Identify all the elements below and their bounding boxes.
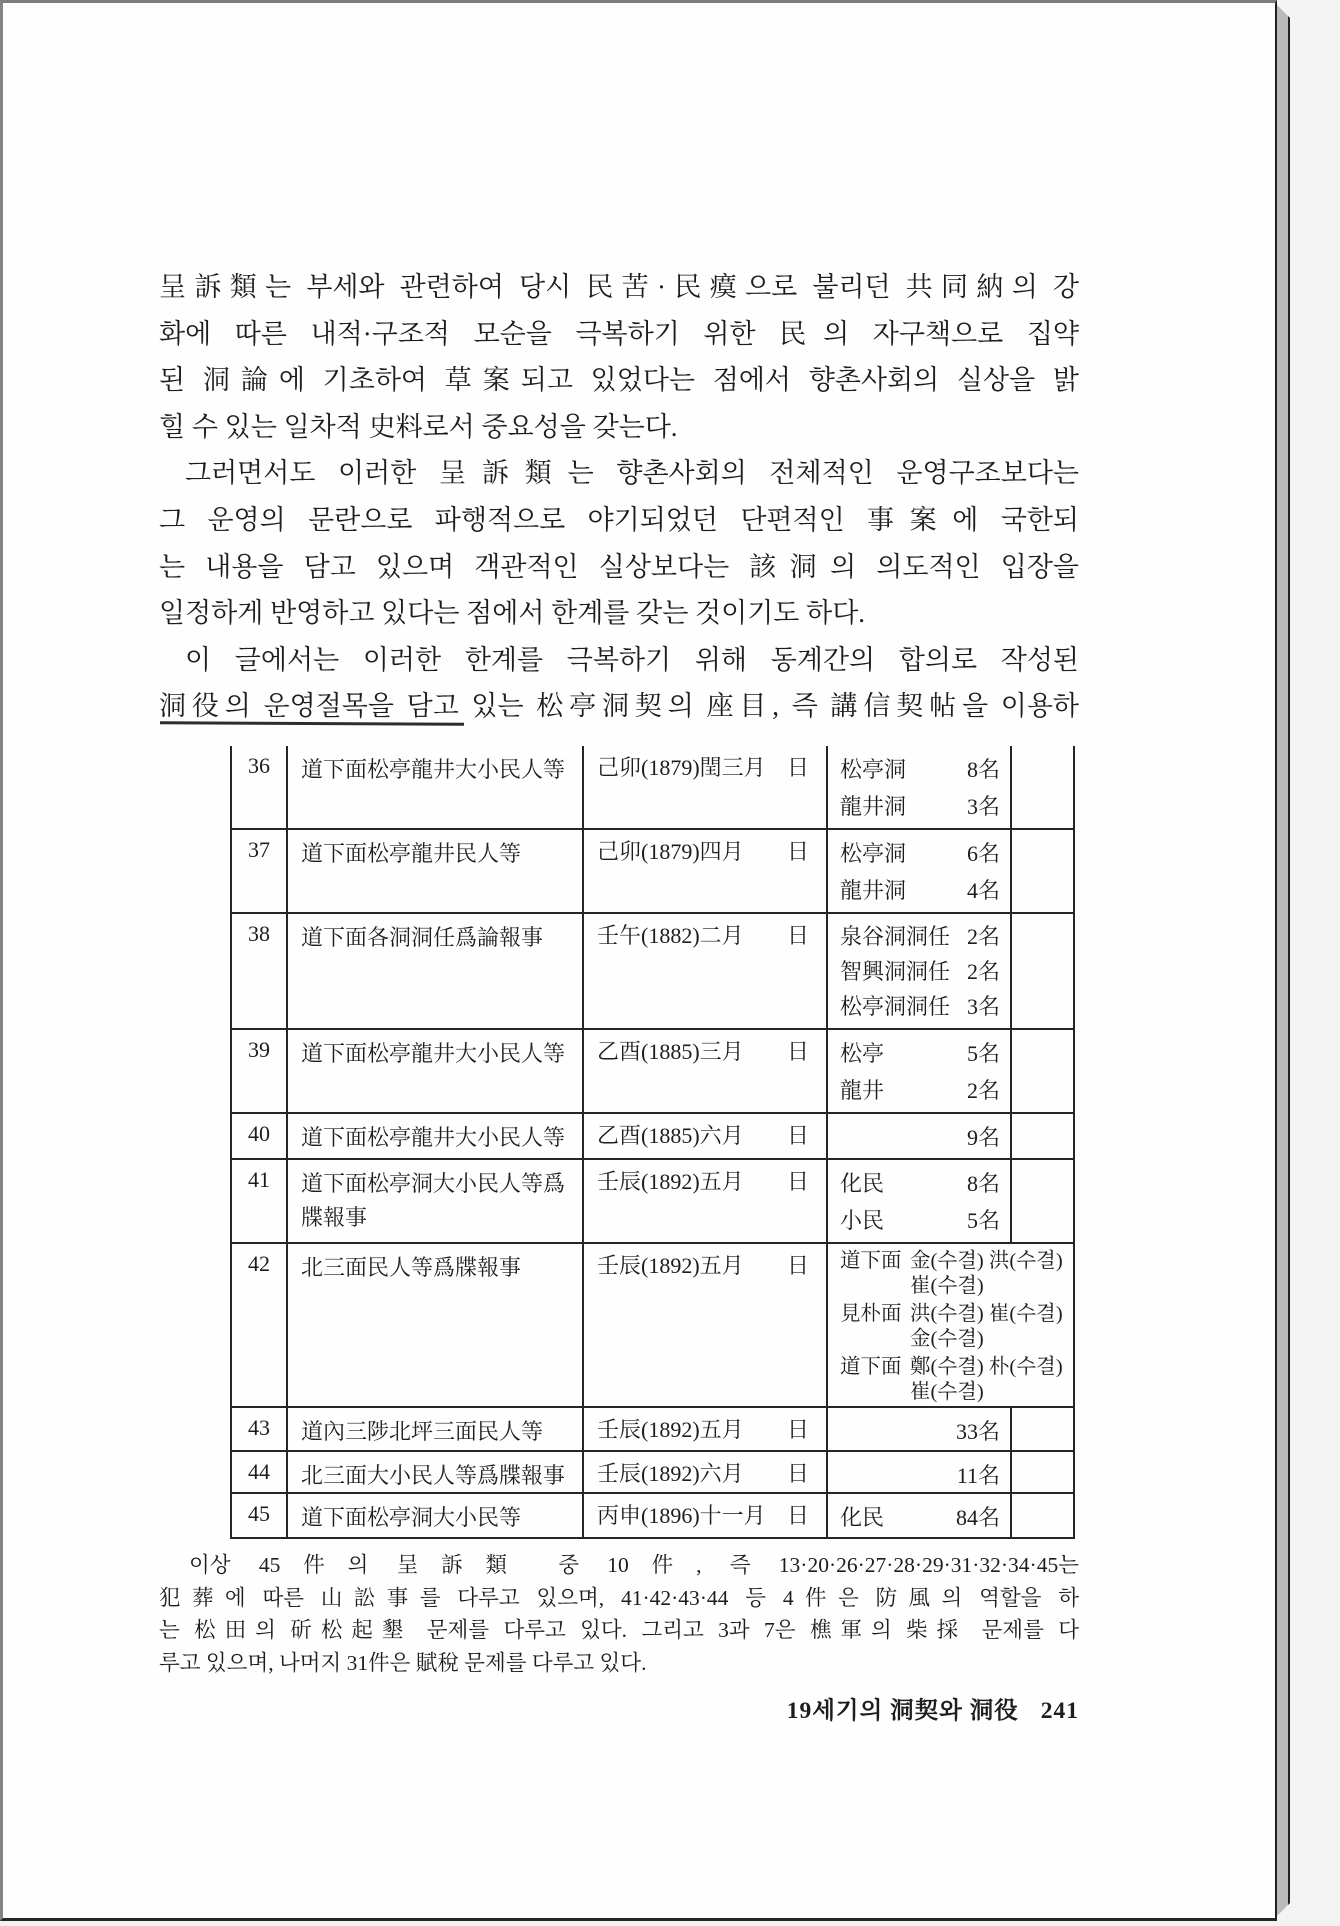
signer-line (840, 872, 1000, 909)
date-text: 乙酉(1885)六月 (597, 1123, 744, 1148)
date-cell (584, 746, 828, 828)
signature-names: 金(수결) 洪(수결) 崔(수결) (910, 1250, 1063, 1297)
table-row (232, 1452, 1073, 1494)
day-char: 日 (786, 1461, 809, 1486)
row-number-cell: 45 (232, 1494, 288, 1537)
date-cell (584, 830, 828, 912)
empty-cell (1012, 1160, 1073, 1242)
body-line: 그 운영의 문란으로 파행적으로 야기되었던 단편적인 事案에 국한되 (159, 504, 1079, 535)
signer-count: 5名 (966, 1208, 1000, 1233)
row-number-cell: 41 (232, 1160, 288, 1242)
row-number-cell: 44 (232, 1452, 288, 1492)
table-row (232, 1244, 1073, 1408)
row-number-cell: 38 (232, 914, 288, 1028)
body-line: 는 내용을 담고 있으며 객관적인 실상보다는 該洞의 의도적인 입장을 (159, 551, 1079, 582)
signer-line (840, 1457, 1000, 1494)
signer-line (840, 954, 1000, 989)
table-row (232, 1408, 1073, 1452)
date-cell (584, 1408, 828, 1450)
date-text: 壬辰(1892)五月 (597, 1169, 744, 1194)
table-row (232, 1494, 1073, 1539)
date-text: 壬辰(1892)五月 (597, 1417, 744, 1442)
body-line: 그러면서도 이러한 呈訴類는 향촌사회의 전체적인 운영구조보다는 (185, 458, 1079, 489)
page-edge-decoration (1277, 5, 1290, 1916)
signer-group: 化民 (840, 1171, 885, 1196)
table-row (232, 746, 1073, 830)
petition-title-cell: 北三面大小民人等爲牒報事 (288, 1452, 584, 1492)
date-text: 壬午(1882)二月 (597, 923, 744, 948)
signer-count: 6名 (966, 841, 1000, 866)
body-line: 된 洞論에 기초하여 草案되고 있었다는 점에서 향촌사회의 실상을 밝 (159, 365, 1079, 396)
signature-line (840, 1355, 1071, 1405)
row-number-cell: 37 (232, 830, 288, 912)
signers-cell (828, 1244, 1073, 1406)
footnote-paragraph (159, 1549, 1079, 1679)
signature-line (840, 1249, 1071, 1299)
day-char: 日 (786, 1253, 809, 1278)
signers-cell (828, 830, 1012, 912)
row-number-cell: 43 (232, 1408, 288, 1450)
date-cell (584, 1160, 828, 1242)
signer-area: 道下面 (840, 1356, 902, 1378)
signer-line (840, 1499, 1000, 1536)
date-cell (584, 1494, 828, 1537)
date-text: 己卯(1879)四月 (597, 839, 744, 864)
signer-line (840, 1035, 1000, 1072)
signer-count: 4名 (966, 878, 1000, 903)
empty-cell (1012, 1494, 1073, 1537)
signer-line (840, 788, 1000, 825)
footnote-line: 이상 45件의 呈訴類 중 10件, 즉 13·20·26·27·28·29·31·32·34·45는 (189, 1553, 1079, 1577)
signer-line (840, 989, 1000, 1024)
running-footer (159, 1691, 1079, 1725)
signer-count: 9名 (966, 1125, 1000, 1150)
signers-cell (828, 746, 1012, 828)
signer-group: 小民 (840, 1208, 885, 1233)
body-line: 洞役의 운영절목을 담고 있는 松亭洞契의 座目, 즉 講信契帖을 이용하 (159, 691, 1079, 722)
empty-cell (1012, 1408, 1073, 1450)
signer-group: 松亭洞洞任 (840, 994, 951, 1019)
day-char: 日 (786, 1503, 809, 1528)
signer-count: 84名 (955, 1505, 1000, 1530)
day-char: 日 (786, 1169, 809, 1194)
signer-count: 8名 (966, 1171, 1000, 1196)
signature-names: 鄭(수결) 朴(수결) 崔(수결) (910, 1356, 1063, 1403)
signer-group: 泉谷洞洞任 (840, 924, 951, 949)
signer-line (840, 1165, 1000, 1202)
footer-title: 19세기의 洞契와 洞役 (786, 1698, 1019, 1724)
petition-title-cell: 道內三陟北坪三面民人等 (288, 1408, 584, 1450)
signer-group: 龍井 (840, 1078, 885, 1103)
petition-title-cell: 道下面松亭龍井民人等 (288, 830, 584, 912)
signer-line (840, 1202, 1000, 1239)
empty-cell (1012, 1452, 1073, 1492)
day-char: 日 (786, 1039, 809, 1064)
date-text: 己卯(1879)閏三月 (597, 755, 766, 780)
signers-cell (828, 1160, 1012, 1242)
petition-title-cell: 道下面松亭龍井大小民人等 (288, 1030, 584, 1112)
day-char: 日 (786, 755, 809, 780)
row-number-cell: 42 (232, 1244, 288, 1406)
date-cell (584, 1452, 828, 1492)
signer-area: 道下面 (840, 1250, 902, 1272)
signer-line (840, 835, 1000, 872)
date-cell (584, 1030, 828, 1112)
signer-group: 智興洞洞任 (840, 959, 951, 984)
day-char: 日 (786, 1123, 809, 1148)
body-line: 힐 수 있는 일차적 史料로서 중요성을 갖는다. (159, 411, 678, 442)
date-cell (584, 914, 828, 1028)
footnote-line: 犯葬에 따른 山訟事를 다루고 있으며, 41·42·43·44 등 4件은 防風의 역할을 하 (159, 1585, 1079, 1610)
signers-cell (828, 1114, 1012, 1158)
empty-cell (1012, 1030, 1073, 1112)
signers-cell (828, 1408, 1012, 1450)
signer-area: 見朴面 (840, 1303, 902, 1325)
empty-cell (1012, 830, 1073, 912)
signer-count: 5名 (966, 1041, 1000, 1066)
signer-count: 2名 (966, 924, 1000, 949)
petition-title-cell: 北三面民人等爲牒報事 (288, 1244, 584, 1406)
signer-group: 松亭洞 (840, 757, 907, 782)
signer-group: 化民 (840, 1505, 885, 1530)
petition-title-cell: 道下面松亭龍井大小民人等 (288, 1114, 584, 1158)
signer-count: 33名 (955, 1419, 1000, 1444)
table-row (232, 1030, 1073, 1114)
signer-line (840, 751, 1000, 788)
signer-line (840, 1119, 1000, 1156)
signer-line (840, 919, 1000, 954)
table-row (232, 1114, 1073, 1160)
signature-names: 洪(수결) 崔(수결) 金(수결) (910, 1303, 1063, 1350)
date-text: 壬辰(1892)五月 (597, 1253, 744, 1278)
table-row (232, 1160, 1073, 1244)
date-cell (584, 1114, 828, 1158)
signer-group: 松亭洞 (840, 841, 907, 866)
body-line: 일정하게 반영하고 있다는 점에서 한계를 갖는 것이기도 하다. (159, 598, 866, 629)
table-row (232, 914, 1073, 1030)
signer-count: 2名 (966, 959, 1000, 984)
petition-title-cell: 道下面各洞洞任爲論報事 (288, 914, 584, 1028)
date-cell (584, 1244, 828, 1406)
petition-title-cell: 道下面松亭龍井大小民人等 (288, 746, 584, 828)
signers-cell (828, 1452, 1012, 1492)
signer-group: 松亭 (840, 1041, 885, 1066)
footnote-line: 루고 있으며, 나머지 31件은 賦稅 문제를 다루고 있다. (159, 1650, 647, 1675)
signer-line (840, 1072, 1000, 1109)
row-number-cell: 39 (232, 1030, 288, 1112)
date-text: 丙申(1896)十一月 (597, 1503, 766, 1528)
signers-cell (828, 1494, 1012, 1537)
petition-table (230, 746, 1075, 1539)
signer-count: 11名 (956, 1463, 1000, 1488)
table-row (232, 830, 1073, 914)
signers-cell (828, 914, 1012, 1028)
signer-count: 2名 (966, 1078, 1000, 1103)
body-line: 呈訴類는 부세와 관련하여 당시 民苦·民瘼으로 불리던 共同納의 강 (159, 272, 1079, 302)
signers-cell (828, 1030, 1012, 1112)
date-text: 乙酉(1885)三月 (597, 1039, 744, 1064)
body-line: 화에 따른 내적·구조적 모순을 극복하기 위한 民의 자구책으로 집약 (159, 318, 1079, 349)
date-text: 壬辰(1892)六月 (597, 1461, 744, 1486)
page-number: 241 (1040, 1698, 1079, 1724)
body-paragraphs (159, 264, 1079, 730)
day-char: 日 (786, 923, 809, 948)
empty-cell (1012, 914, 1073, 1028)
row-number-cell: 36 (232, 746, 288, 828)
petition-title-cell: 道下面松亭洞大小民人等爲牒報事 (288, 1160, 584, 1242)
signer-count: 8名 (966, 757, 1000, 782)
row-number-cell: 40 (232, 1114, 288, 1158)
day-char: 日 (786, 1417, 809, 1442)
signer-group: 龍井洞 (840, 794, 907, 819)
signer-count: 3名 (966, 994, 1000, 1019)
empty-cell (1012, 1114, 1073, 1158)
signer-group: 龍井洞 (840, 878, 907, 903)
petition-title-cell: 道下面松亭洞大小民等 (288, 1494, 584, 1537)
signature-line (840, 1302, 1071, 1352)
empty-cell (1012, 746, 1073, 828)
day-char: 日 (786, 839, 809, 864)
signer-line (840, 1413, 1000, 1450)
footnote-line: 는 松田의 斫松起墾 문제를 다루고 있다. 그리고 3과 7은 樵軍의 柴採 문제를 다 (159, 1618, 1079, 1642)
signer-count: 3名 (966, 794, 1000, 819)
body-line: 이 글에서는 이러한 한계를 극복하기 위해 동계간의 합의로 작성된 (185, 644, 1079, 675)
